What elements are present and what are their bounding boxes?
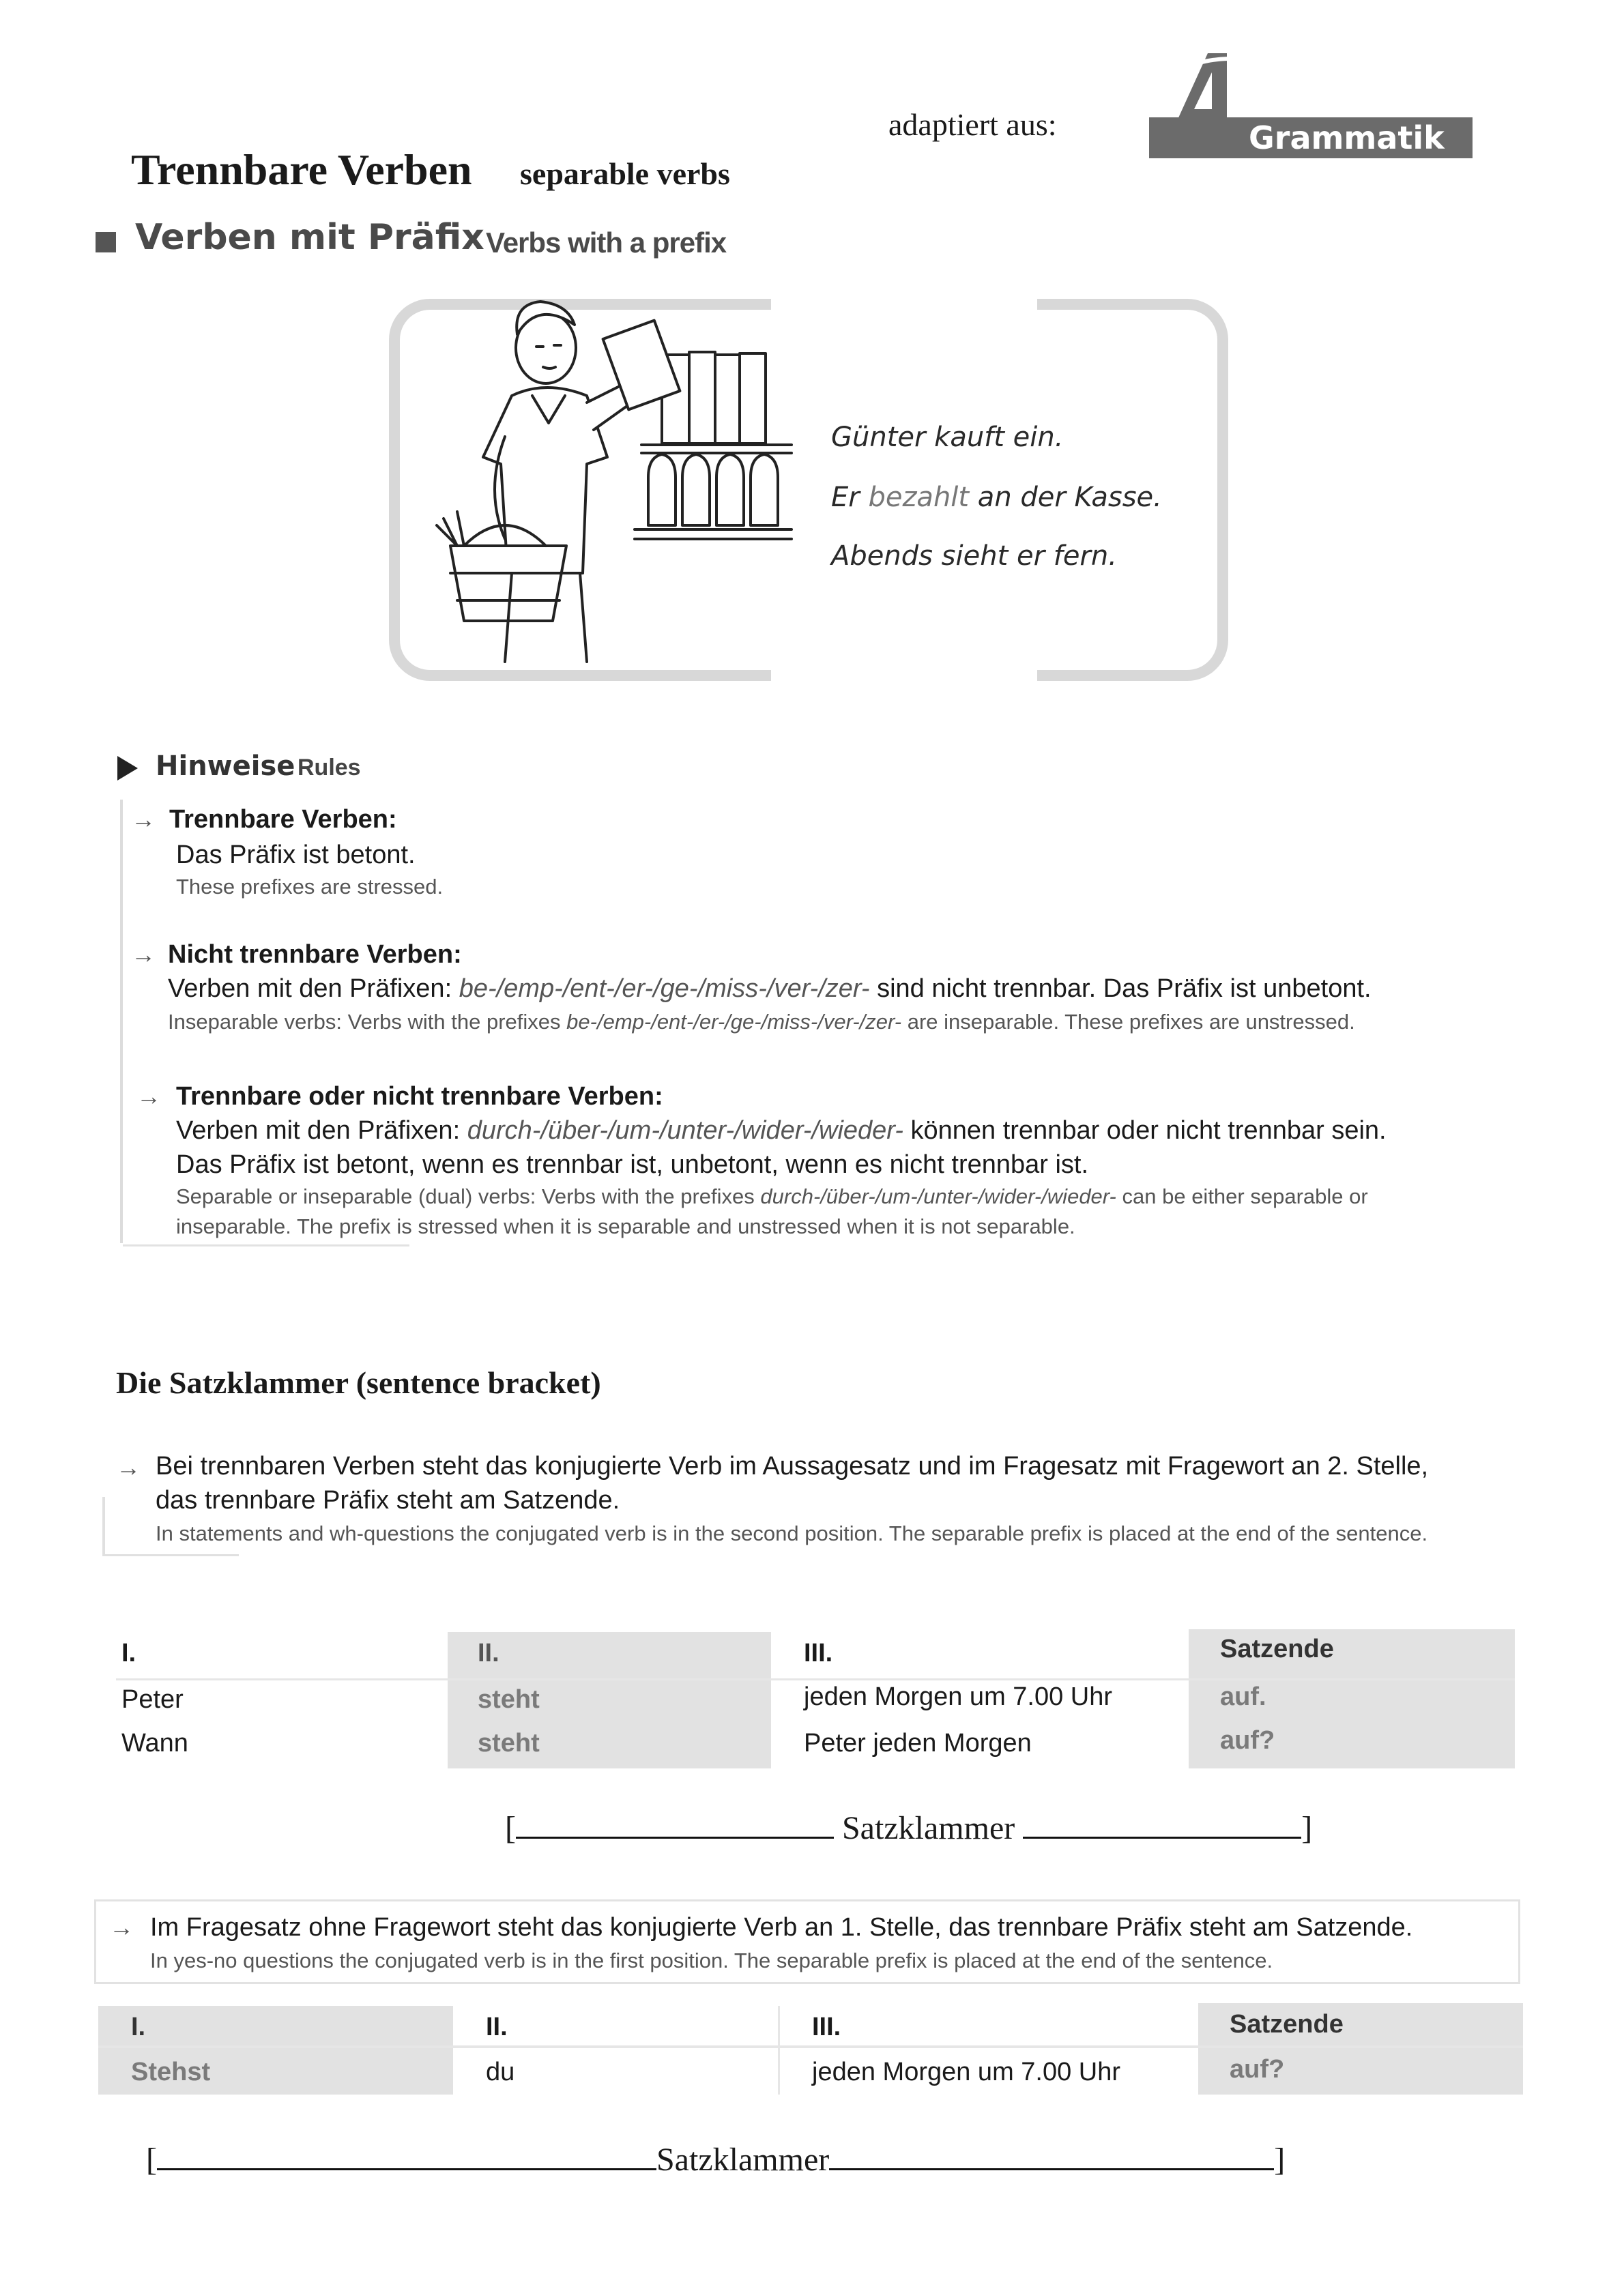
table-cell: Stehst — [131, 2058, 211, 2086]
rule2-en: Inseparable verbs: Verbs with the prefixes be-/emp-/ent-/er-/ge-/miss-/ver-/zer- are inseparable. These prefixes are unstressed. — [168, 1010, 1355, 1034]
rule1-title: Trennbare Verben: — [169, 805, 397, 834]
rules-side-line — [120, 800, 123, 1243]
table-cell: auf? — [1230, 2055, 1285, 2084]
para1-en: In statements and wh-questions the conjugated verb is in the second position. The separable prefix is placed at the end of the sentence. — [156, 1521, 1428, 1545]
rule3-title: Trennbare oder nicht trennbare Verben: — [176, 1082, 663, 1111]
table-cell: steht — [478, 1685, 540, 1714]
para1-de: Bei trennbaren Verben steht das konjugierte Verb im Aussagesatz und im Fragesatz mit Fragewort an 2. Stelle, — [156, 1452, 1429, 1481]
divider — [123, 1244, 409, 1246]
table-cell: auf? — [1220, 1726, 1275, 1755]
para2-en: In yes-no questions the conjugated verb is in the first position. The separable prefix is placed at the end of the sentence. — [150, 1949, 1273, 1972]
example-sentence-2: Er bezahlt an der Kasse. — [831, 482, 1162, 513]
table-cell: auf. — [1220, 1682, 1266, 1711]
shopper-illustration-icon — [409, 300, 805, 669]
satzklammer-bracket-2: [ Satzklammer ] — [146, 2142, 1286, 2178]
arrow-icon: → — [136, 1082, 161, 1110]
para2-de: Im Fragesatz ohne Fragewort steht das konjugierte Verb an 1. Stelle, das trennbare Präfix steht am Satzende. — [150, 1913, 1413, 1942]
table-cell: Peter — [121, 1685, 184, 1714]
logo-text: Grammatik — [1249, 119, 1445, 156]
table-cell: steht — [478, 1729, 540, 1758]
table-cell: du — [486, 2058, 515, 2086]
divider — [778, 2006, 780, 2095]
example-sentence-1: Günter kauft ein. — [831, 422, 1064, 453]
rules-heading-en: Rules — [298, 755, 361, 781]
rule1-text: Das Präfix ist betont. — [176, 841, 416, 869]
arrow-icon: → — [109, 1913, 134, 1941]
section-title-en: Verbs with a prefix — [486, 227, 727, 259]
table2-header-4: Satzende — [1230, 2010, 1344, 2039]
rules-heading: Hinweise — [156, 750, 295, 782]
page-title: Trennbare Verben — [131, 145, 472, 194]
table2-header-2: II. — [486, 2013, 508, 2041]
rule2-title: Nicht trennbare Verben: — [168, 940, 462, 969]
arrow-icon: → — [131, 805, 156, 833]
para1-de-2: das trennbare Präfix steht am Satzende. — [156, 1486, 620, 1515]
divider — [116, 1678, 1515, 1680]
rule3-text: Verben mit den Präfixen: durch-/über-/um-/unter-/wider-/wieder- können trennbar oder nicht trennbar sein. — [176, 1116, 1387, 1145]
grammatik-logo — [1146, 46, 1474, 162]
table1-header-1: I. — [121, 1639, 136, 1667]
table-cell: Peter jeden Morgen — [804, 1729, 1032, 1758]
example-sentence-3: Abends sieht er fern. — [831, 540, 1117, 572]
rule3-prefixes: durch-/über-/um-/unter-/wider-/wieder- — [467, 1116, 903, 1145]
square-bullet-icon — [96, 232, 116, 252]
rule3-text-2: Das Präfix ist betont, wenn es trennbar ist, unbetont, wenn es nicht trennbar ist. — [176, 1150, 1089, 1179]
arrow-icon: → — [116, 1453, 141, 1481]
rule3-en-2: inseparable. The prefix is stressed when it is separable and unstressed when it is not separable. — [176, 1214, 1075, 1238]
divider — [102, 1497, 105, 1556]
table1-header-3: III. — [804, 1639, 833, 1667]
highlighted-verb: bezahlt — [868, 482, 970, 513]
table2-header-3: III. — [812, 2013, 841, 2041]
divider — [102, 1554, 239, 1556]
page-title-en: separable verbs — [520, 156, 730, 191]
table-cell: jeden Morgen um 7.00 Uhr — [804, 1682, 1113, 1711]
table2-header-1: I. — [131, 2013, 146, 2041]
rule3-en: Separable or inseparable (dual) verbs: Verbs with the prefixes durch-/über-/um-/unter-/wider-/wieder- can be either separable or — [176, 1184, 1368, 1208]
section-title: Verben mit Präfix — [135, 217, 484, 258]
table-cell: Wann — [121, 1729, 188, 1758]
adapted-from-label: adaptiert aus: — [888, 107, 1057, 142]
satzklammer-title: Die Satzklammer (sentence bracket) — [116, 1365, 601, 1400]
rule2-prefixes: be-/emp-/ent-/er-/ge-/miss-/ver-/zer- — [459, 974, 870, 1003]
table1-header-4: Satzende — [1220, 1635, 1334, 1663]
divider — [98, 2045, 1523, 2048]
play-triangle-icon — [117, 756, 138, 781]
table-cell: jeden Morgen um 7.00 Uhr — [812, 2058, 1121, 2086]
rule2-text: Verben mit den Präfixen: be-/emp-/ent-/er-/ge-/miss-/ver-/zer- sind nicht trennbar. Das Präfix ist unbetont. — [168, 974, 1372, 1003]
rule1-en: These prefixes are stressed. — [176, 875, 444, 899]
table1-header-2: II. — [478, 1639, 499, 1667]
satzklammer-bracket-1: [ Satzklammer ] — [505, 1810, 1313, 1846]
arrow-icon: → — [131, 940, 156, 968]
